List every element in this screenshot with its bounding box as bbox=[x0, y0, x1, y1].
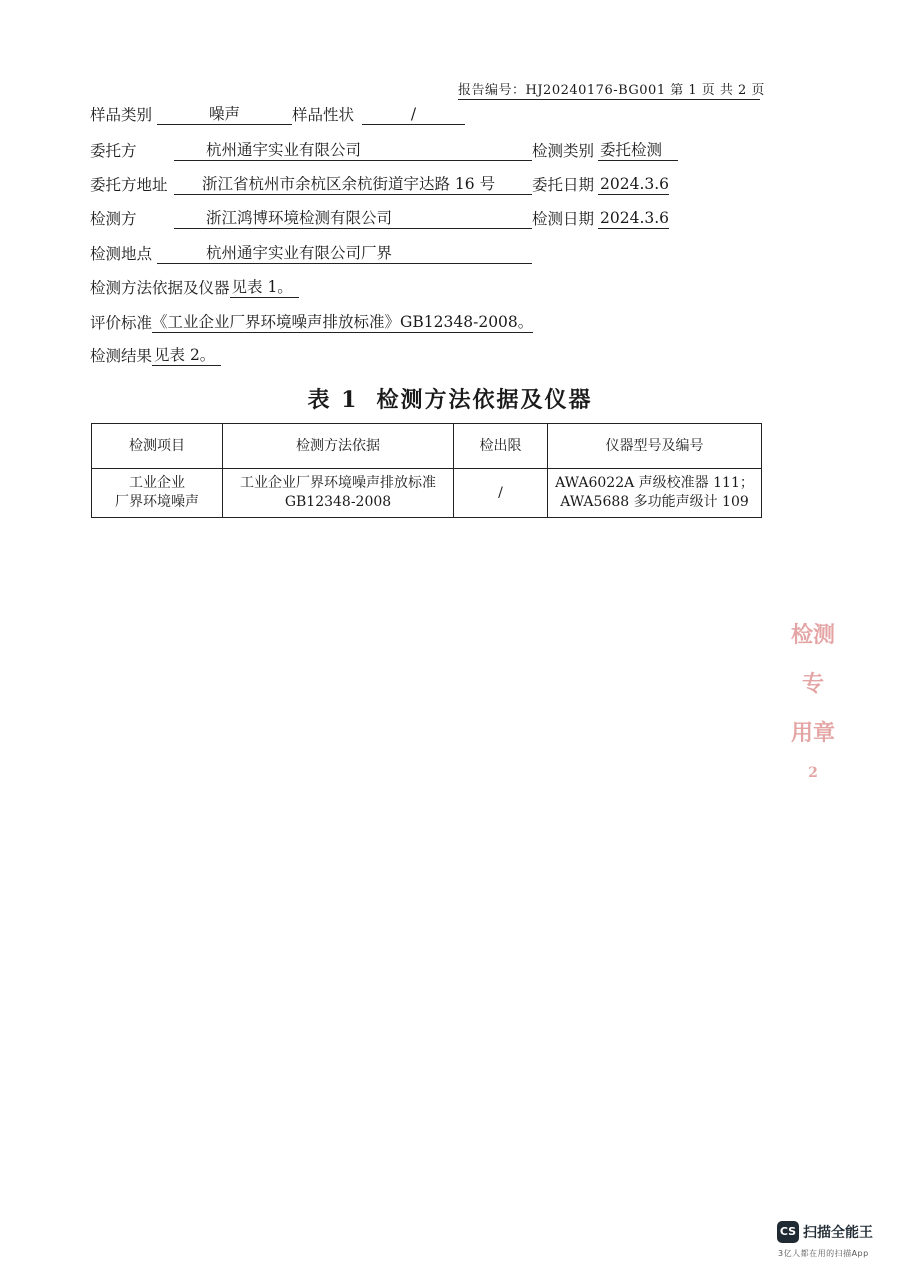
scanner-slogan: 3亿人都在用的扫描App bbox=[778, 1249, 869, 1258]
test-date-value: 2024.3.6 bbox=[600, 209, 670, 227]
method-value: 见表 1。 bbox=[230, 277, 299, 298]
client-address-value: 浙江省杭州市余杭区余杭街道宇达路 16 号 bbox=[174, 174, 532, 195]
table1-title-number: 表 1 bbox=[307, 387, 359, 413]
seal-stamp bbox=[790, 618, 836, 798]
cell-instrument bbox=[548, 469, 762, 518]
method-label: 检测方法依据及仪器 bbox=[90, 279, 230, 297]
standard-value: 《工业企业厂界环境噪声排放标准》GB12348-2008。 bbox=[152, 313, 534, 331]
header-item: 检测项目 bbox=[92, 424, 223, 469]
commission-date-label: 委托日期 bbox=[532, 176, 595, 194]
cell-instrument-line2: AWA5688 多功能声级计 109 bbox=[560, 494, 749, 510]
commission-date-value: 2024.3.6 bbox=[600, 175, 670, 193]
cell-instrument-line1: AWA6022A 声级校准器 111； bbox=[555, 475, 754, 491]
tester-value: 浙江鸿博环境检测有限公司 bbox=[174, 208, 532, 229]
client-address-row bbox=[90, 174, 669, 196]
seal-char: 2 bbox=[808, 765, 818, 781]
test-site-value: 杭州通宇实业有限公司厂界 bbox=[157, 243, 532, 264]
test-site-row bbox=[90, 243, 532, 265]
sample-category-label: 样品类别 bbox=[90, 106, 153, 124]
cell-method-line1: 工业企业厂界环境噪声排放标准 bbox=[240, 475, 436, 491]
result-row bbox=[90, 345, 221, 367]
cs-logo-icon: CS bbox=[777, 1221, 799, 1243]
sample-property-value: / bbox=[362, 104, 465, 125]
method-table bbox=[91, 423, 762, 518]
client-address-label: 委托方地址 bbox=[90, 176, 168, 194]
tester-label: 检测方 bbox=[90, 210, 137, 228]
sample-property-label: 样品性状 bbox=[292, 106, 355, 124]
test-type-label: 检测类别 bbox=[532, 142, 595, 160]
seal-char: 检测 bbox=[790, 622, 835, 648]
tester-row bbox=[90, 208, 669, 230]
sample-category-value: 噪声 bbox=[157, 104, 292, 125]
cell-limit: / bbox=[454, 469, 548, 518]
client-label: 委托方 bbox=[90, 142, 137, 160]
test-site-label: 检测地点 bbox=[90, 245, 153, 263]
report-number: 报告编号：HJ20240176-BG001 第 1 页 共 2 页 bbox=[458, 79, 760, 100]
seal-char: 专 bbox=[801, 671, 824, 697]
cell-item bbox=[92, 469, 223, 518]
method-row bbox=[90, 277, 299, 299]
table-row bbox=[92, 469, 762, 518]
standard-row bbox=[90, 312, 533, 334]
header-limit: 检出限 bbox=[454, 424, 548, 469]
test-type-value: 委托检测 bbox=[598, 140, 678, 161]
sample-row bbox=[90, 104, 465, 126]
header-method: 检测方法依据 bbox=[223, 424, 454, 469]
table1-title-text: 检测方法依据及仪器 bbox=[376, 387, 593, 413]
client-row bbox=[90, 140, 678, 162]
scanner-app-name: 扫描全能王 bbox=[803, 1225, 873, 1241]
client-value: 杭州通宇实业有限公司 bbox=[174, 140, 532, 161]
table1-title bbox=[0, 383, 900, 414]
header-instrument: 仪器型号及编号 bbox=[548, 424, 762, 469]
seal-char: 用章 bbox=[790, 720, 835, 746]
result-label: 检测结果 bbox=[90, 347, 153, 365]
table-header-row bbox=[92, 424, 762, 469]
cell-item-line1: 工业企业 bbox=[129, 475, 185, 491]
cell-method-line2: GB12348-2008 bbox=[284, 494, 392, 510]
scanner-watermark bbox=[775, 1221, 887, 1261]
standard-label: 评价标准 bbox=[90, 314, 153, 332]
result-value: 见表 2。 bbox=[152, 345, 221, 366]
cell-item-line2: 厂界环境噪声 bbox=[115, 494, 199, 510]
cell-method bbox=[223, 469, 454, 518]
test-date-label: 检测日期 bbox=[532, 210, 595, 228]
